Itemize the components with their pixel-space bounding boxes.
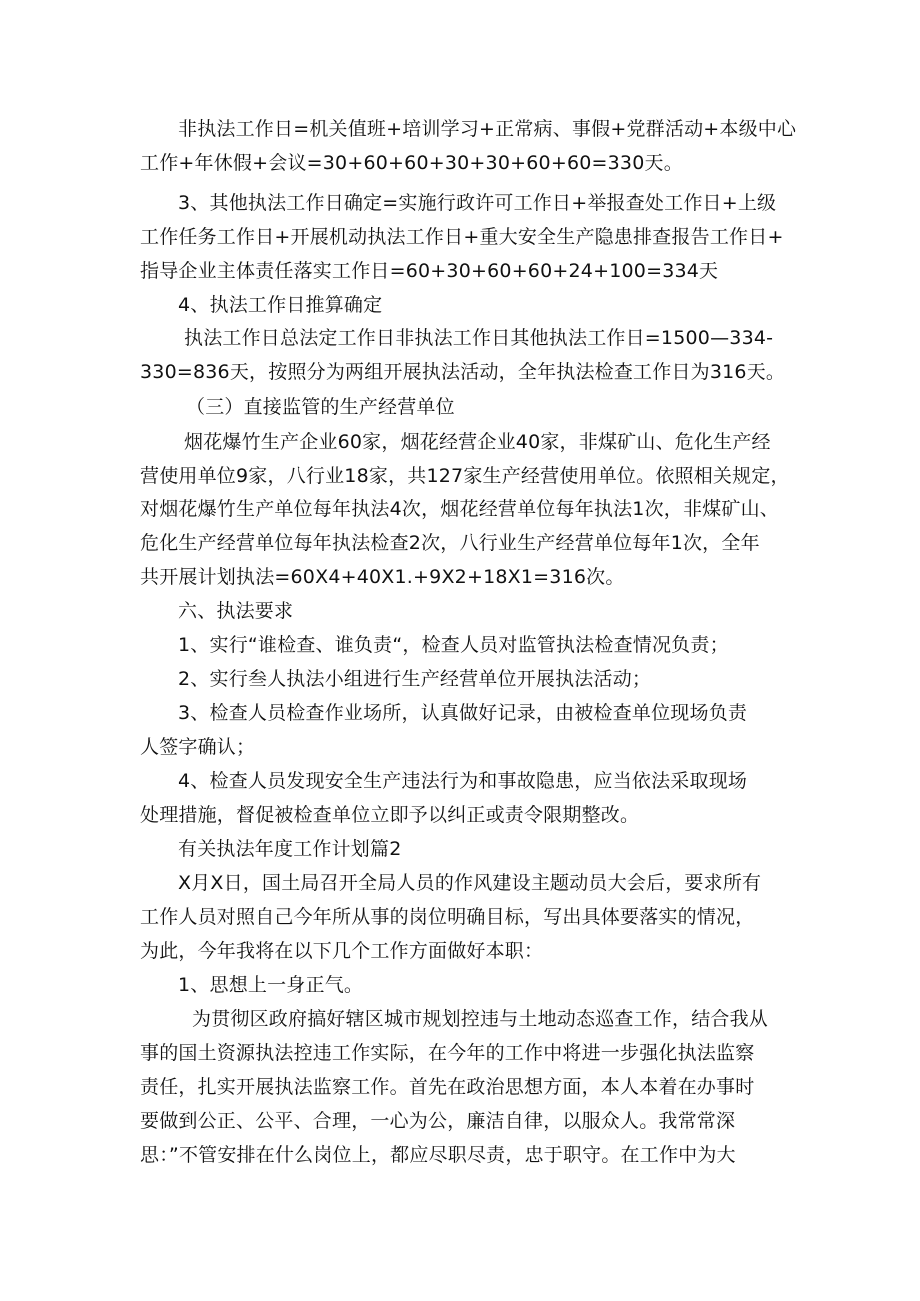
- text-line: 工作人员对照自己今年所从事的岗位明确目标，写出具体要落实的情况，: [140, 906, 755, 928]
- text-line: 共开展计划执法=60X4+40X1.+9X2+18X1=316次。: [140, 566, 625, 588]
- text-line: 执法工作日总法定工作日非执法工作日其他执法工作日=1500—334-: [184, 327, 774, 349]
- text-line: 责任，扎实开展执法监察工作。首先在政治思想方面，本人本着在办事时: [140, 1076, 755, 1098]
- text-line: 3、其他执法工作日确定=实施行政许可工作日+举报查处工作日+上级: [178, 192, 777, 214]
- text-line: 营使用单位9家，八行业18家，共127家生产经营使用单位。依照相关规定，: [140, 465, 790, 487]
- text-line: 3、检查人员检查作业场所，认真做好记录，由被检查单位现场负责: [178, 702, 748, 724]
- text-line: 处理措施，督促被检查单位立即予以纠正或责令限期整改。: [140, 804, 640, 826]
- section-heading: 六、执法要求: [178, 600, 294, 622]
- text-line: 4、检查人员发现安全生产违法行为和事故隐患，应当依法采取现场: [178, 770, 748, 792]
- text-line: 对烟花爆竹生产单位每年执法4次，烟花经营单位每年执法1次，非煤矿山、: [140, 498, 779, 520]
- text-line: 工作任务工作日+开展机动执法工作日+重大安全生产隐患排查报告工作日+: [140, 226, 784, 248]
- text-line: 为贯彻区政府搞好辖区城市规划控违与土地动态巡查工作，结合我从: [192, 1008, 769, 1030]
- section-heading: 1、思想上一身正气。: [178, 974, 364, 996]
- text-line: 思：”不管安排在什么岗位上，都应尽职尽责，忠于职守。在工作中为大: [140, 1144, 736, 1166]
- text-line: 事的国土资源执法控违工作实际，在今年的工作中将进一步强化执法监察: [140, 1042, 755, 1064]
- text-line: 指导企业主体责任落实工作日=60+30+60+60+24+100=334天: [140, 260, 719, 282]
- text-line: 330=836天，按照分为两组开展执法活动，全年执法检查工作日为316天。: [140, 361, 786, 383]
- section-heading: 4、执法工作日推算确定: [178, 294, 383, 316]
- text-line: 危化生产经营单位每年执法检查2次，八行业生产经营单位每年1次，全年: [140, 532, 760, 554]
- text-line: 工作+年休假+会议=30+60+60+30+30+60+60=330天。: [140, 152, 683, 174]
- section-heading: 有关执法年度工作计划篇2: [178, 838, 402, 860]
- text-line: 1、实行“谁检查、谁负责“，检查人员对监管执法检查情况负责；: [178, 634, 729, 656]
- text-line: X月X日，国土局召开全局人员的作风建设主题动员大会后，要求所有: [178, 872, 762, 894]
- text-line: 为此，今年我将在以下几个工作方面做好本职：: [140, 940, 544, 962]
- text-line: 烟花爆竹生产企业60家，烟花经营企业40家，非煤矿山、危化生产经: [184, 431, 771, 453]
- text-line: 要做到公正、公平、合理，一心为公，廉洁自律，以服众人。我常常深: [140, 1110, 736, 1132]
- text-line: 人签字确认；: [140, 736, 256, 758]
- section-heading: （三）直接监管的生产经营单位: [186, 396, 455, 418]
- text-line: 2、实行叁人执法小组进行生产经营单位开展执法活动；: [178, 668, 652, 690]
- text-line: 非执法工作日=机关值班+培训学习+正常病、事假+党群活动+本级中心: [178, 118, 797, 140]
